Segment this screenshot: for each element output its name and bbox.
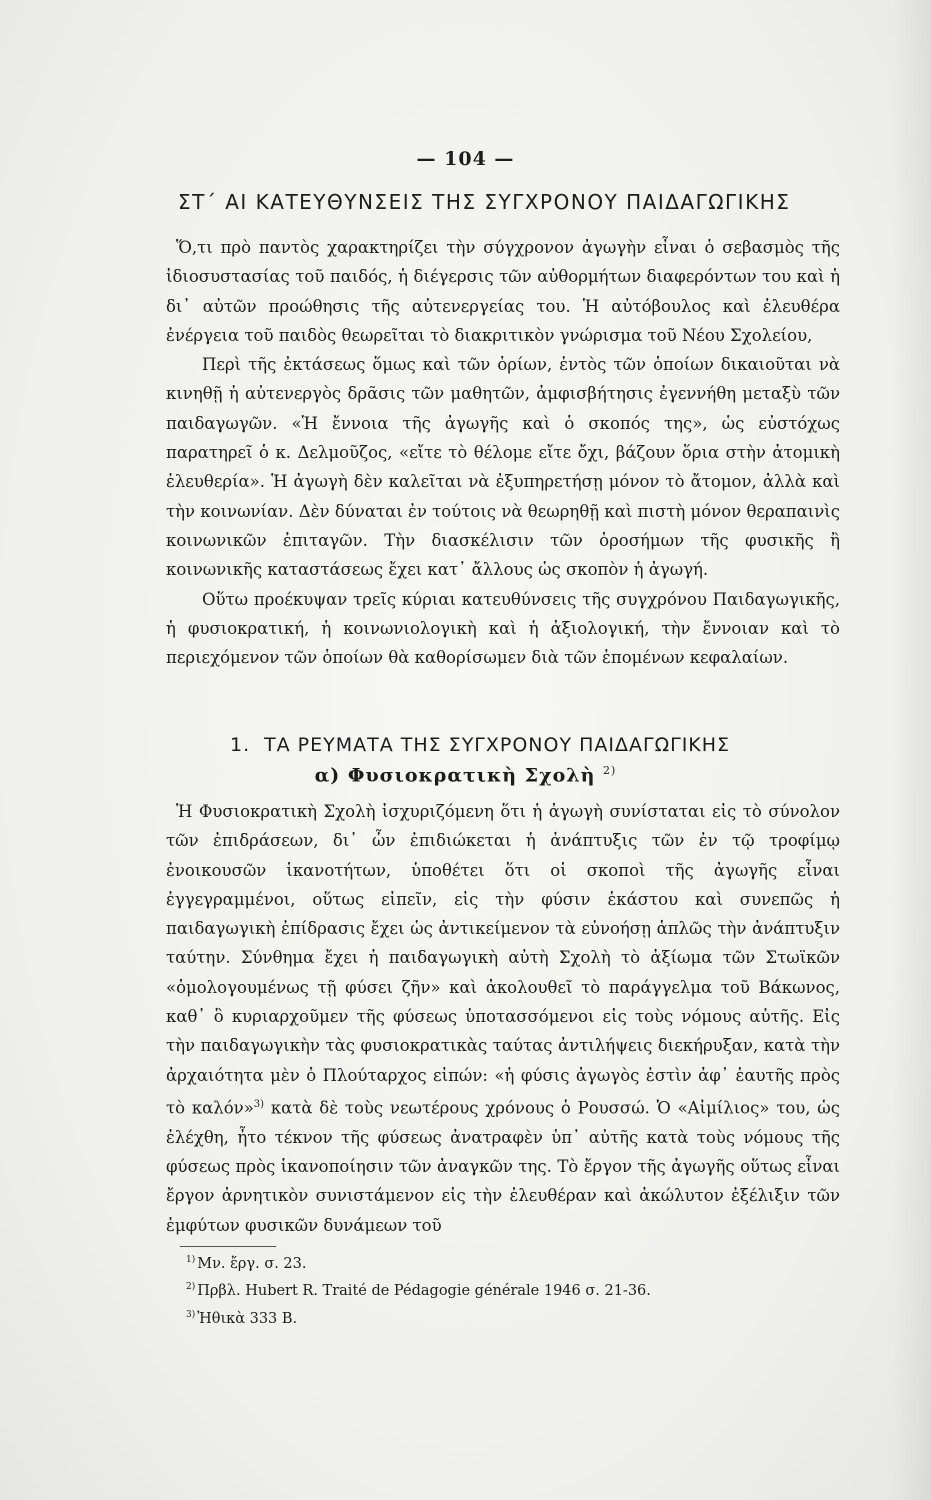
paragraph-3: Οὕτω προέκυψαν τρεῖς κύριαι κατευθύνσεις τῆς συγχρόνου Παιδαγωγικῆς, ἡ φυσιοκρατική, ἡ κοινωνιολογικὴ καὶ ἡ ἀξιολογική, τὴν ἔννοιαν καὶ τὸ περιεχόμενον τῶν ὁποίων θὰ καθορίσωμεν διὰ τῶν ἑπομένων κεφαλαίων.: [166, 589, 840, 668]
section-heading: [230, 734, 830, 756]
page-number: — 104 —: [416, 148, 515, 170]
section-title: ΤΑ ΡΕΥΜΑΤΑ ΤΗΣ ΣΥΓΧΡΟΝΟΥ ΠΑΙΔΑΓΩΓΙΚΗΣ: [264, 734, 731, 756]
paragraph-4: [166, 797, 840, 1240]
intro-text: [166, 233, 840, 672]
paragraph-4-part-2: κατὰ δὲ τοὺς νεωτέρους χρόνους ὁ Ρουσσώ. Ὁ «Αἰμίλιος» του, ὡς ἐλέχθη, ἦτο τέκνον τῆς φύσεως ἀνατραφὲν ὑπ᾽ αὐτῆς κατὰ τοὺς νόμους τῆς φύσεως πρὸς ἱκανοποίησιν τῶν ἀναγκῶν της. Τὸ ἔργον τῆς ἀγωγῆς οὕτως εἶναι ἔργον ἀρνητικὸν συνιστάμενον εἰς τὴν ἐλευθέραν καὶ ἀκώλυτον ἐξέλιξιν τῶν ἐμφύτων φυσικῶν δυνάμεων τοῦ: [166, 1098, 840, 1235]
paragraph-4-part-1: Ἡ Φυσιοκρατικὴ Σχολὴ ἰσχυριζόμενη ὅτι ἡ ἀγωγὴ συνίσταται εἰς τὸ σύνολον τῶν ἐπιδράσεων, δι᾽ ὧν ἐπιδιώκεται ἡ ἀνάπτυξις τῶν ἐν τῷ τροφίμῳ ἐνοικουσῶν ἱκανοτήτων, ὑποθέτει ὅτι οἱ σκοποὶ τῆς ἀγωγῆς εἶναι ἐγγεγραμμένοι, οὕτως εἰπεῖν, εἰς τὴν φύσιν ἑκάστου καὶ συνεπῶς ἡ παιδαγωγικὴ ἐπίδρασις ἔχει ὡς ἀντικείμενον τὰ εὐνοήσῃ ἁπλῶς τὴν ἀνάπτυξιν ταύτην. Σύνθημα ἔχει ἡ παιδαγωγικὴ αὐτὴ Σχολὴ τὸ ἀξίωμα τῶν Στωϊκῶν «ὁμολογουμένως τῇ φύσει ζῆν» καὶ ἀκολουθεῖ τὸ παράγγελμα τοῦ Βάκωνος, καθ᾽ ὃ κυριαρχοῦμεν τῆς φύσεως ὑποτασσόμενοι εἰς τοὺς νόμους αὐτῆς. Εἰς τὴν παιδαγωγικὴν τὰς φυσιοκρατικὰς ταύτας ἀντιλήψεις διεκήρυξαν, κατὰ τὴν ἀρχαιότητα μὲν ὁ Πλούταρχος εἰπών: «ἡ φύσις ἀγωγὸς ἐστὶν ἀφ᾽ ἑαυτῆς πρὸς τὸ καλόν»: [166, 802, 840, 1118]
footnote-number: 1): [186, 1255, 196, 1265]
section-text: [166, 797, 840, 1240]
paragraph-1: Ὅ,τι πρὸ παντὸς χαρακτηρίζει τὴν σύγχρονον ἀγωγὴν εἶναι ὁ σεβασμὸς τῆς ἰδιοσυστασίας τοῦ παιδός, ἡ διέγερσις τῶν αὐθορμήτων διαφερόντων του καὶ ἡ δι᾽ αὐτῶν προώθησις τῆς αὐτενεργείας του. Ἡ αὐτόβουλος καὶ ἐλευθέρα ἐνέργεια τοῦ παιδὸς θεωρεῖται τὸ διακριτικὸν γνώρισμα τοῦ Νέου Σχολείου,: [166, 238, 840, 345]
footnote-text: Πρβλ. Hubert R. Traité de Pédagogie générale 1946 σ. 21-36.: [197, 1283, 651, 1300]
footnote-divider: [180, 1246, 276, 1247]
footnote-number: 3): [186, 1309, 196, 1320]
subsection-footnote-ref: 2): [603, 764, 617, 777]
footnotes: [186, 1249, 826, 1331]
footnote-3: [186, 1304, 826, 1331]
footnote-text: Ἠθικὰ 333 Β.: [197, 1310, 298, 1327]
footnote-number: 2): [186, 1282, 196, 1293]
footnote-ref-3: 3): [253, 1098, 265, 1110]
subsection-heading: [0, 764, 931, 786]
subsection-title: α) Φυσιοκρατικὴ Σχολὴ: [314, 764, 596, 787]
page-edge-shadow: [891, 0, 931, 1500]
footnote-text: Μν. ἔργ. σ. 23.: [197, 1255, 307, 1272]
footnote-2: [186, 1276, 826, 1303]
paragraph-2: Περὶ τῆς ἐκτάσεως ὅμως καὶ τῶν ὁρίων, ἐντὸς τῶν ὁποίων δικαιοῦται νὰ κινηθῇ ἡ αὐτενεργὸς δρᾶσις τῶν μαθητῶν, ἀμφισβήτησις ἐγεννήθη μεταξὺ τῶν παιδαγωγῶν. «Ἡ ἔννοια τῆς ἀγωγῆς καὶ ὁ σκοπός της», ὡς εὐστόχως παρατηρεῖ ὁ κ. Δελμοῦζος, «εἴτε τὸ θέλομε εἴτε ὄχι, βάζουν ὅρια στὴν ἀτομικὴ ἐλευθερία». Ἡ ἀγωγὴ δὲν καλεῖται νὰ ἐξυπηρετήσῃ μόνον τὸ ἄτομον, ἀλλὰ καὶ τὴν κοινωνίαν. Δὲν δύναται ἐν τούτοις νὰ θεωρηθῇ καὶ πιστὴ μόνον θεραπαινὶς κοινωνικῶν ἐπιταγῶν. Τὴν διασκέλισιν τῶν ὁροσήμων τῆς φυσικῆς ἢ κοινωνικῆς καταστάσεως ἔχει κατ᾽ ἄλλους ὡς σκοπὸν ἡ ἀγωγή.: [166, 355, 840, 580]
section-number: 1.: [230, 734, 251, 756]
footnote-1: [186, 1249, 826, 1276]
chapter-title: ΣΤ΄ ΑΙ ΚΑΤΕΥΘΥΝΣΕΙΣ ΤΗΣ ΣΥΓΧΡΟΝΟΥ ΠΑΙΔΑΓΩΓΙΚΗΣ: [178, 190, 791, 214]
